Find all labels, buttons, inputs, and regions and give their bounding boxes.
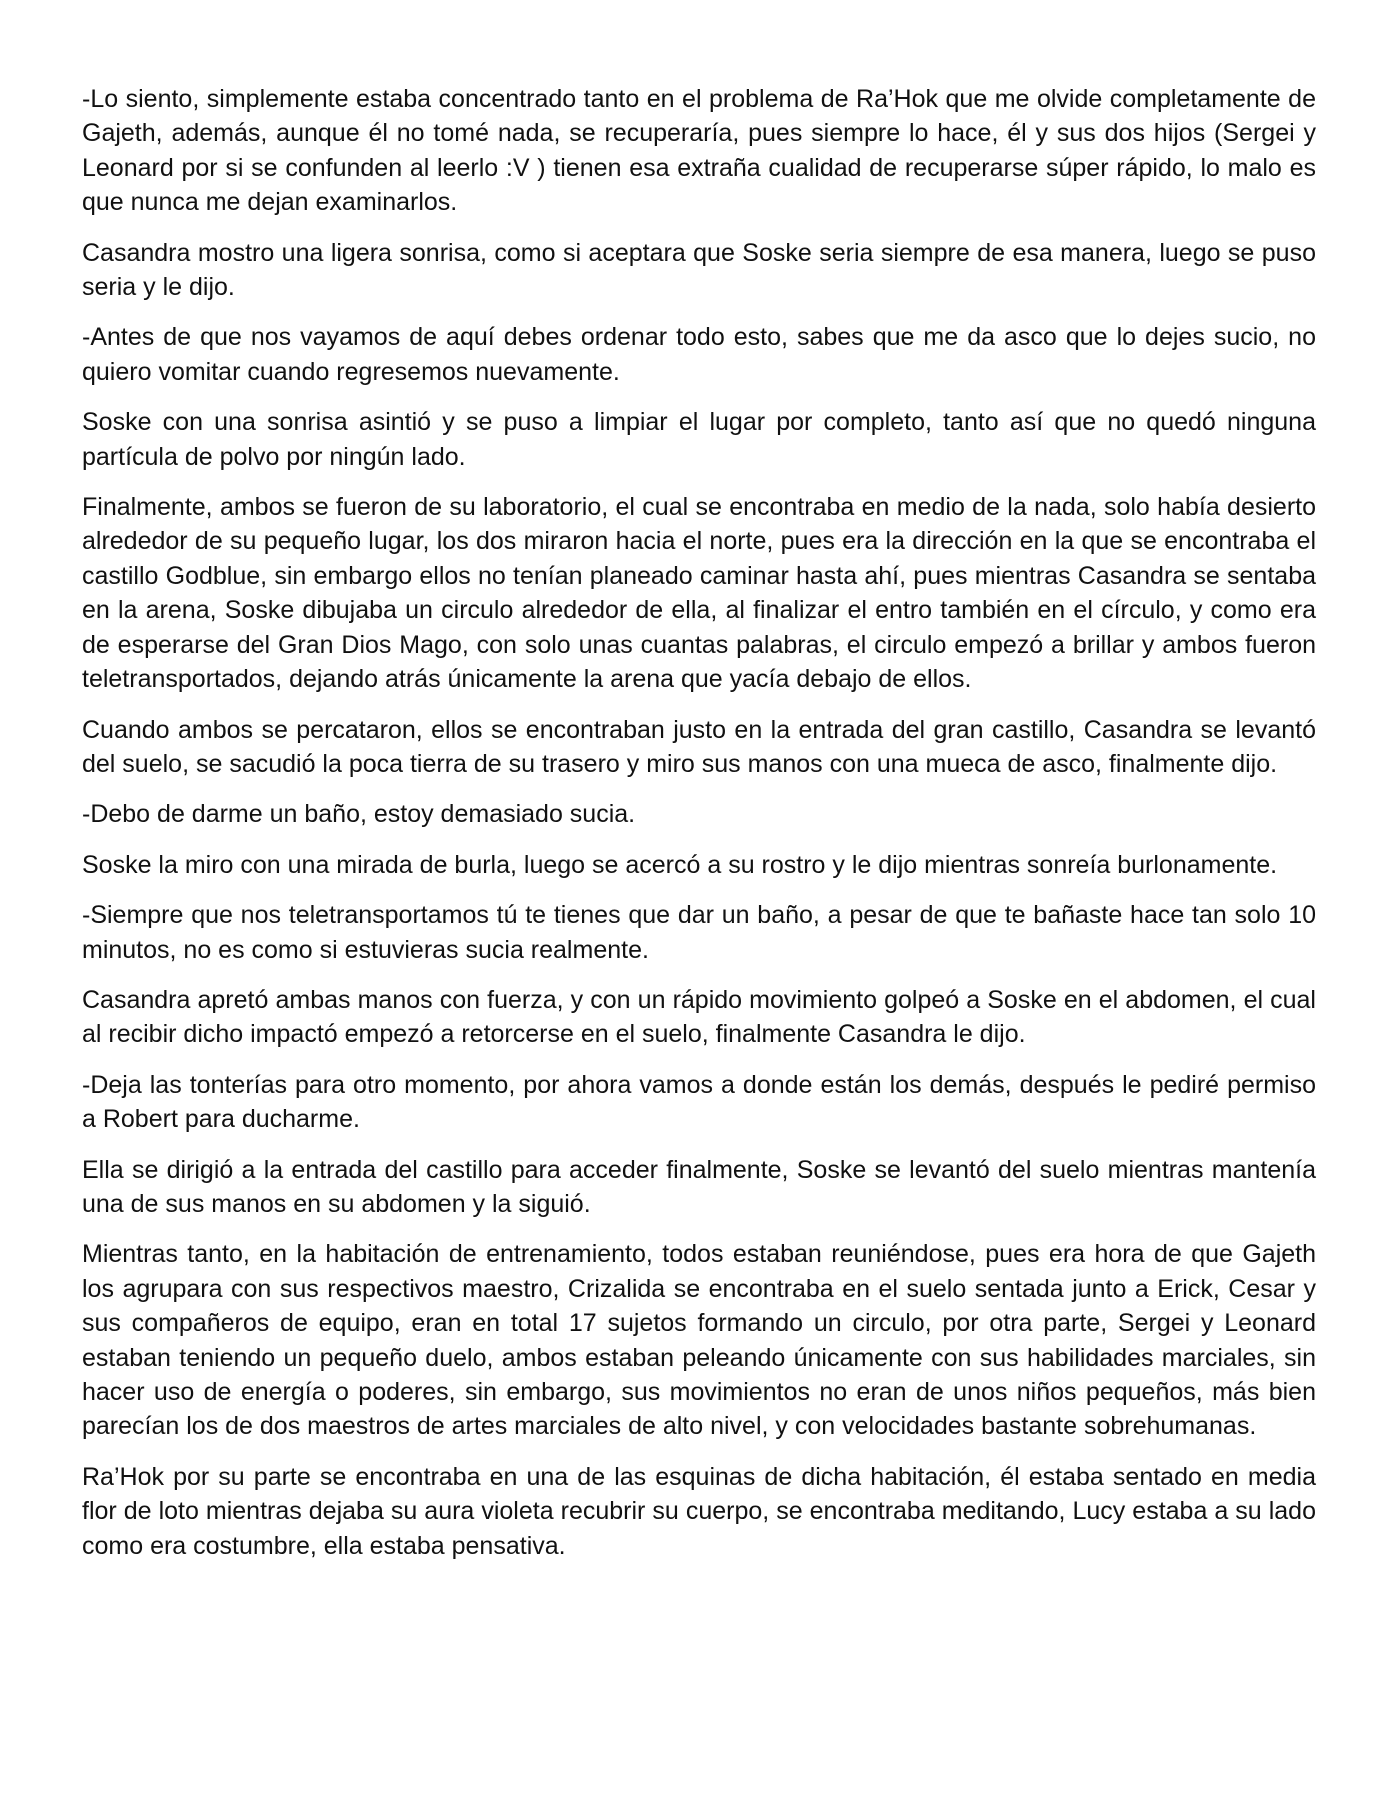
paragraph-14: Ra’Hok por su parte se encontraba en una de las esquinas de dicha habitación, él estaba sentado en media flor de loto mientras dejaba su aura violeta recubrir su cuerpo, se encontraba meditando, Lucy estaba a su lado como era costumbre, ella estaba pensativa. [82,1462,1316,1560]
paragraph-1: -Lo siento, simplemente estaba concentrado tanto en el problema de Ra’Hok que me olvide completamente de Gajeth, además, aunque él no tomé nada, se recuperaría, pues siempre lo hace, él y sus dos hijos (Sergei y Leonard por si se confunden al leerlo :V ) tienen esa extraña cualidad de recuperarse súper rápido, lo malo es que nunca me dejan examinarlos. [82,85,1316,217]
paragraph-7: -Debo de darme un baño, estoy demasiado sucia. [82,800,636,829]
paragraph-8: Soske la miro con una mirada de burla, luego se acercó a su rostro y le dijo mientras sonreía burlonamente. [82,850,1278,879]
paragraph-13: Mientras tanto, en la habitación de entrenamiento, todos estaban reuniéndose, pues era hora de que Gajeth los agrupara con sus respectivos maestro, Crizalida se encontraba en el suelo sentada junto a Erick, Cesar y sus compañeros de equipo, eran en total 17 sujetos formando un circulo, por otra parte, Sergei y Leonard estaban teniendo un pequeño duelo, ambos estaban peleando únicamente con sus habilidades marciales, sin hacer uso de energía o poderes, sin embargo, sus movimientos no eran de unos niños pequeños, más bien parecían los de dos maestros de artes marciales de alto nivel, y con velocidades bastante sobrehumanas. [82,1240,1316,1441]
paragraph-6: Cuando ambos se percataron, ellos se encontraban justo en la entrada del gran castillo, Casandra se levantó del suelo, se sacudió la poca tierra de su trasero y miro sus manos con una mueca de asco, finalmente dijo. [82,715,1316,778]
paragraph-3: -Antes de que nos vayamos de aquí debes ordenar todo esto, sabes que me da asco que lo dejes sucio, no quiero vomitar cuando regresemos nuevamente. [82,323,1316,386]
paragraph-2: Casandra mostro una ligera sonrisa, como si aceptara que Soske seria siempre de esa manera, luego se puso seria y le dijo. [82,238,1316,302]
paragraph-12: Ella se dirigió a la entrada del castillo para acceder finalmente, Soske se levantó del suelo mientras mantenía una de sus manos en su abdomen y la siguió. [82,1155,1316,1218]
paragraph-11: -Deja las tonterías para otro momento, por ahora vamos a donde están los demás, después le pediré permiso a Robert para ducharme. [82,1070,1316,1134]
paragraph-5: Finalmente, ambos se fueron de su laboratorio, el cual se encontraba en medio de la nada, solo había desierto alrededor de su pequeño lugar, los dos miraron hacia el norte, pues era la dirección en la que se encontraba el castillo Godblue, sin embargo ellos no tenían planeado caminar hasta ahí, pues mientras Casandra se sentaba en la arena, Soske dibujaba un circulo alrededor de ella, al finalizar el entro también en el círculo, y como era de esperarse del Gran Dios Mago, con solo unas cuantas palabras, el circulo empezó a brillar y ambos fueron teletransportados, dejando atrás únicamente la arena que yacía debajo de ellos. [82,493,1316,694]
paragraph-9: -Siempre que nos teletransportamos tú te tienes que dar un baño, a pesar de que te bañaste hace tan solo 10 minutos, no es como si estuvieras sucia realmente. [82,901,1316,964]
paragraph-10: Casandra apretó ambas manos con fuerza, y con un rápido movimiento golpeó a Soske en el abdomen, el cual al recibir dicho impactó empezó a retorcerse en el suelo, finalmente Casandra le dijo. [82,985,1316,1049]
document-page [82,82,1316,1579]
paragraph-4: Soske con una sonrisa asintió y se puso a limpiar el lugar por completo, tanto así que no quedó ninguna partícula de polvo por ningún lado. [82,408,1316,471]
